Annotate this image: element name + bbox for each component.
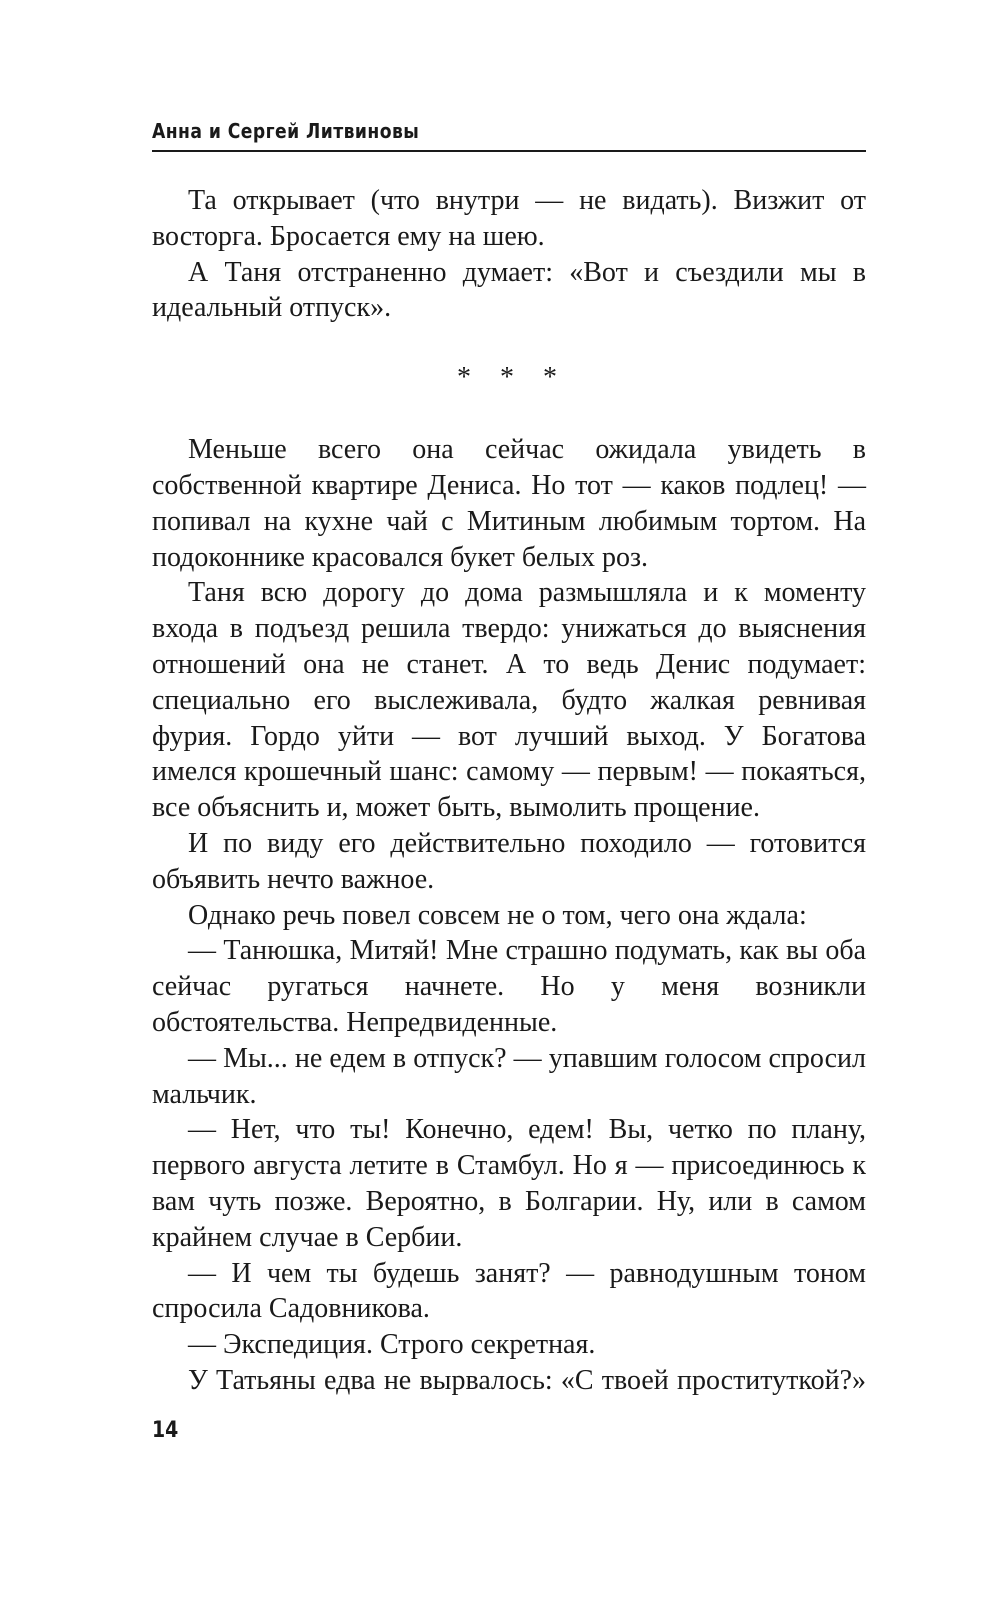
header-rule [152,150,866,152]
paragraph: И по виду его действительно походило — готовится объявить нечто важное. [152,827,866,895]
dialogue-line: — Экспедиция. Строго секретная. [188,1329,596,1361]
section-break-asterisks: * * * [457,362,561,394]
paragraph: Однако речь повел совсем не о том, чего она ждала: [188,899,807,931]
page-text-body [152,183,866,1399]
paragraph: Меньше всего она сейчас ожидала увидеть в собственной квартире Дениса. Но тот — каков подлец! — попивал на кухне чай с Митиным любимым тортом. На подоконнике красовался букет белых роз. [152,434,866,573]
running-head-title: Анна и Сергей Литвиновы [152,119,420,143]
paragraph: Таня всю дорогу до дома размышляла и к моменту входа в подъезд решила твердо: унижаться до выяснения отношений она не станет. А то ведь Денис подумает: специально его выслеживала, будто жалкая ревнивая фурия. Гордо уйти — вот лучший выход. У Богатова имелся крошечный шанс: самому — первым! — покаяться, все объяснить и, может быть, вымолить прощение. [152,577,866,824]
dialogue-line: — И чем ты будешь занят? — равнодушным тоном спросила Садовникова. [152,1257,866,1325]
paragraph: У Татьяны едва не вырвалось: «С твоей проституткой?» [188,1364,866,1396]
page-number: 14 [152,1418,179,1443]
dialogue-line: — Мы... не едем в отпуск? — упавшим голосом спросил мальчик. [152,1042,866,1110]
paragraph: А Таня отстраненно думает: «Вот и съездили мы в идеальный отпуск». [152,256,866,324]
dialogue-line: — Нет, что ты! Конечно, едем! Вы, четко по плану, первого августа летите в Стамбул. Но я — присоединюсь к вам чуть позже. Вероятно, в Болгарии. Ну, или в самом крайнем случае в Сербии. [152,1114,866,1253]
paragraph: Та открывает (что внутри — не видать). Визжит от восторга. Бросается ему на шею. [152,185,866,252]
dialogue-line: — Танюшка, Митяй! Мне страшно подумать, как вы оба сейчас ругаться начнете. Но у меня возникли обстоятельства. Непредвиденные. [152,935,866,1038]
